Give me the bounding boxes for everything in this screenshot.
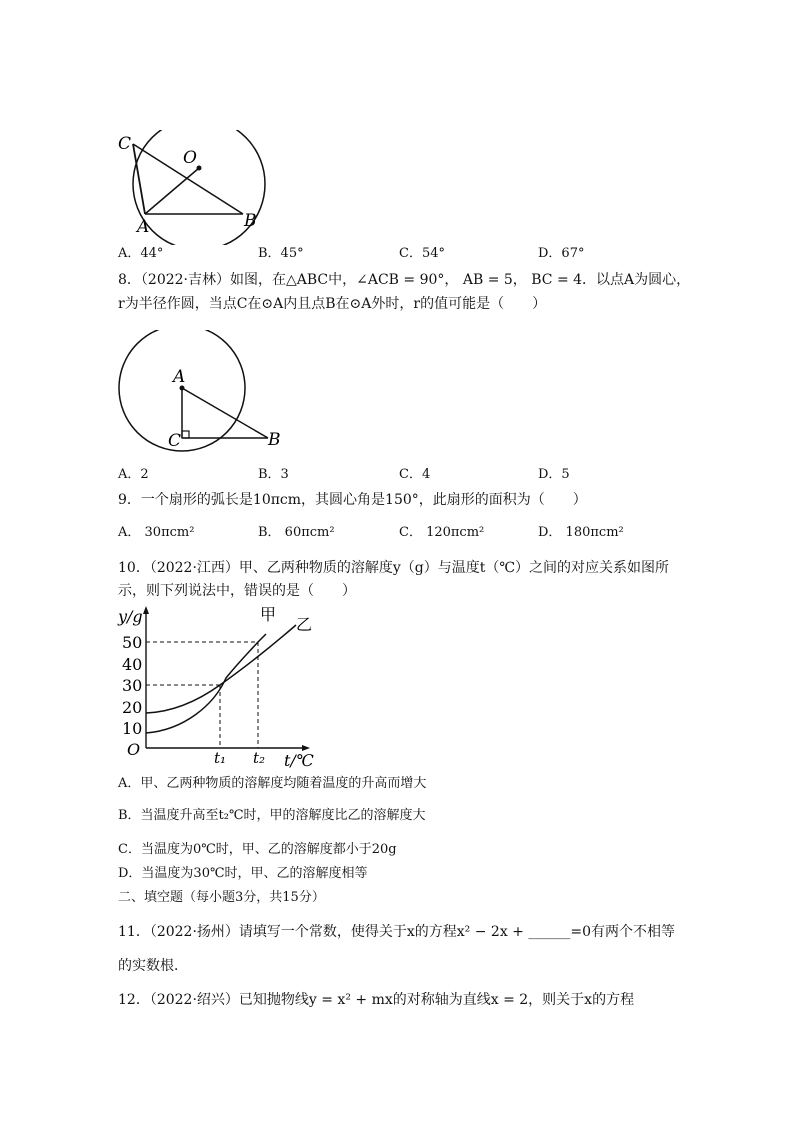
q7-circle-figure <box>110 130 280 245</box>
q10-y-tick-30: 30 <box>122 676 143 695</box>
q7-label-B: B <box>244 211 257 231</box>
q7-option-b: B．45° <box>258 246 304 261</box>
q10-x-tick-t1: t₁ <box>214 749 227 767</box>
q10-y-tick-20: 20 <box>122 698 143 717</box>
q10-curve-jia <box>146 634 266 733</box>
q10-origin-label: O <box>127 740 141 759</box>
q8-right-angle-mark <box>182 431 189 438</box>
q10-stem-line1: 10．（2022·江西）甲、乙两种物质的溶解度y（g）与温度t（℃）之间的对应关系如图所 <box>118 560 670 576</box>
q10-y-axis-label: y/g <box>118 607 143 626</box>
section-fill-in-title: 二、填空题（每小题3分，共15分） <box>118 890 325 905</box>
q10-stem-line2: 示，则下列说法中，错误的是（ ） <box>118 583 356 599</box>
q10-option-d: D．当温度为30℃时，甲、乙的溶解度相等 <box>118 866 368 881</box>
q7-label-A: A <box>137 217 150 237</box>
q9-stem: 9．一个扇形的弧长是10πcm，其圆心角是150°，此扇形的面积为（ ） <box>118 492 587 508</box>
q8-option-b: B．3 <box>258 467 289 482</box>
q7-center-dot <box>197 166 202 171</box>
q10-curve-yi-label: 乙 <box>296 615 313 634</box>
q7-segment-AO <box>145 168 199 214</box>
q8-option-c: C．4 <box>399 467 431 482</box>
q8-label-A: A <box>173 367 186 387</box>
q10-y-tick-50: 50 <box>122 633 143 652</box>
q10-y-tick-40: 40 <box>122 655 143 674</box>
q8-stem-line1: 8．（2022·吉林）如图，在△ABC中，∠ACB = 90°， AB = 5， BC = 4．以点A为圆心， <box>118 272 691 288</box>
q10-x-axis-label: t/℃ <box>284 751 314 770</box>
q9-option-c: C． 120πcm² <box>399 525 485 540</box>
q7-option-a: A．44° <box>118 246 164 261</box>
q10-option-c: C．当温度为0℃时，甲、乙的溶解度都小于20g <box>118 842 397 857</box>
q10-curve-yi <box>146 625 296 713</box>
q8-label-B: B <box>268 430 281 450</box>
q10-x-tick-t2: t₂ <box>253 749 266 767</box>
q9-option-a: A． 30πcm² <box>118 525 195 540</box>
q8-circle-figure <box>110 330 290 460</box>
q11-stem-line2: 的实数根． <box>118 958 188 974</box>
q9-option-b: B． 60πcm² <box>258 525 335 540</box>
q9-option-d: D． 180πcm² <box>538 525 624 540</box>
q8-segment-AB <box>182 388 268 438</box>
q7-option-d: D．67° <box>538 246 585 261</box>
q10-option-b: B．当温度升高至t₂℃时，甲的溶解度比乙的溶解度大 <box>118 808 426 823</box>
q10-curve-jia-label: 甲 <box>260 605 277 624</box>
q7-segment-CA <box>133 144 145 214</box>
q7-label-O: O <box>183 148 197 168</box>
q10-y-tick-10: 10 <box>122 719 143 738</box>
q8-option-a: A．2 <box>118 467 149 482</box>
q7-option-c: C．54° <box>399 246 445 261</box>
q10-y-axis-arrow <box>143 606 149 614</box>
q10-solubility-graph <box>114 600 324 770</box>
q8-label-C: C <box>168 431 182 451</box>
q10-option-a: A．甲、乙两种物质的溶解度均随着温度的升高而增大 <box>118 776 427 791</box>
q8-option-d: D．5 <box>538 467 570 482</box>
q11-stem-line1: 11．（2022·扬州）请填写一个常数，使得关于x的方程x² − 2x + ______=0有两个不相等 <box>118 924 675 940</box>
q12-stem-line1: 12．（2022·绍兴）已知抛物线y = x² + mx的对称轴为直线x = 2，则关于x的方程 <box>118 992 635 1008</box>
q8-stem-line2: r为半径作圆，当点C在⊙A内且点B在⊙A外时，r的值可能是（ ） <box>118 296 547 312</box>
q7-label-C: C <box>118 134 132 154</box>
